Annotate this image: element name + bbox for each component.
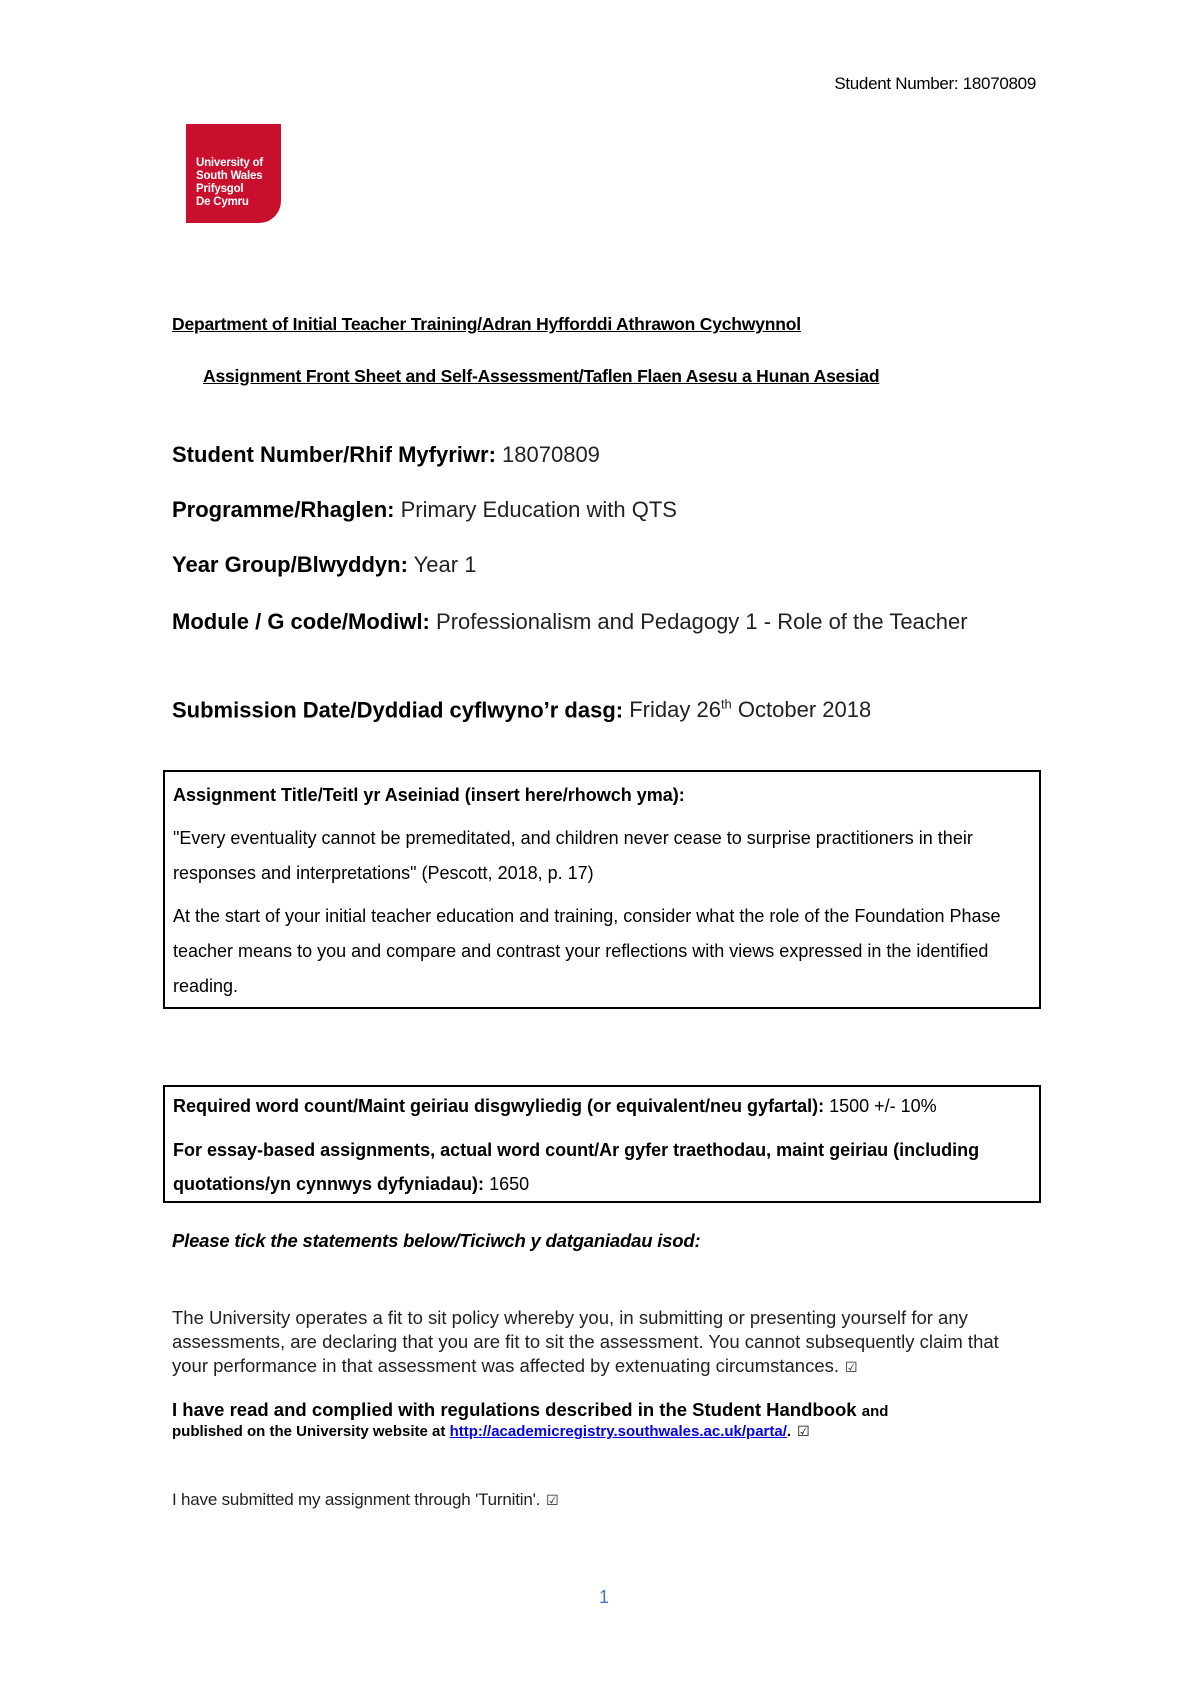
university-logo bbox=[186, 124, 281, 223]
logo-text: University of South Wales Prifysgol De Cymru bbox=[196, 157, 264, 208]
page-number: 1 bbox=[599, 1587, 610, 1607]
programme-field bbox=[172, 496, 992, 523]
department-heading: Department of Initial Teacher Training/Adran Hyfforddi Athrawon Cychwynnol bbox=[172, 314, 801, 334]
fit-to-sit-statement: The University operates a fit to sit policy whereby you, in submitting or presenting yourself for any assessments, are declaring that you are fit to sit the assessment. You cannot subsequently claim that your performance in that assessment was affected by extenuating circumstances. ☑ bbox=[172, 1307, 999, 1376]
programme-label: Programme/Rhaglen: bbox=[172, 497, 395, 522]
assignment-task: At the start of your initial teacher education and training, consider what the role of the Foundation Phase teacher means to you and compare and contrast your reflections with views expressed in the identified reading. bbox=[173, 906, 1001, 996]
word-count-box bbox=[163, 1085, 1041, 1203]
submission-date-field bbox=[172, 691, 992, 723]
tick-icon[interactable]: ☑ bbox=[546, 1492, 559, 1508]
module-label: Module / G code/Modiwl: bbox=[172, 609, 430, 634]
student-number-value: 18070809 bbox=[502, 442, 600, 467]
assignment-title-box bbox=[163, 770, 1041, 1009]
year-group-field bbox=[172, 551, 992, 578]
header-student-number: Student Number: 18070809 bbox=[834, 74, 1036, 93]
tick-icon[interactable]: ☑ bbox=[845, 1359, 858, 1375]
assignment-quote: "Every eventuality cannot be premeditated, and children never cease to surprise practitioners in their responses and interpretations" (Pescott, 2018, p. 17) bbox=[173, 828, 973, 883]
tick-statements-heading: Please tick the statements below/Ticiwch y datganiadau isod: bbox=[172, 1230, 701, 1251]
tick-icon[interactable]: ☑ bbox=[797, 1423, 810, 1439]
year-group-label: Year Group/Blwyddyn: bbox=[172, 552, 408, 577]
required-word-count: Required word count/Maint geiriau disgwyliedig (or equivalent/neu gyfartal): 1500 +/- 10% bbox=[173, 1096, 937, 1116]
front-sheet-title: Assignment Front Sheet and Self-Assessment/Taflen Flaen Asesu a Hunan Asesiad bbox=[203, 366, 880, 386]
assignment-title-label: Assignment Title/Teitl yr Aseiniad (insert here/rhowch yma): bbox=[173, 785, 685, 805]
programme-value: Primary Education with QTS bbox=[400, 497, 677, 522]
student-number-field bbox=[172, 441, 992, 468]
year-group-value: Year 1 bbox=[413, 552, 477, 577]
student-number-label: Student Number/Rhif Myfyriwr: bbox=[172, 442, 496, 467]
registry-link[interactable]: http://academicregistry.southwales.ac.uk/parta/ bbox=[449, 1423, 787, 1440]
module-field bbox=[172, 608, 992, 635]
turnitin-statement: I have submitted my assignment through 'Turnitin'. ☑ bbox=[172, 1490, 559, 1509]
submission-date-label: Submission Date/Dyddiad cyflwyno’r dasg: bbox=[172, 697, 624, 723]
submission-date-value: Friday 26th October 2018 bbox=[629, 697, 872, 723]
module-value: Professionalism and Pedagogy 1 - Role of the Teacher bbox=[436, 609, 968, 634]
handbook-statement: I have read and complied with regulations described in the Student Handbook and published on the University website at http://academicregistry.southwales.ac.uk/parta/. ☑ bbox=[172, 1399, 889, 1440]
actual-word-count: For essay-based assignments, actual word count/Ar gyfer traethodau, maint geiriau (including quotations/yn cynnwys dyfyniadau): 1650 bbox=[173, 1140, 980, 1194]
